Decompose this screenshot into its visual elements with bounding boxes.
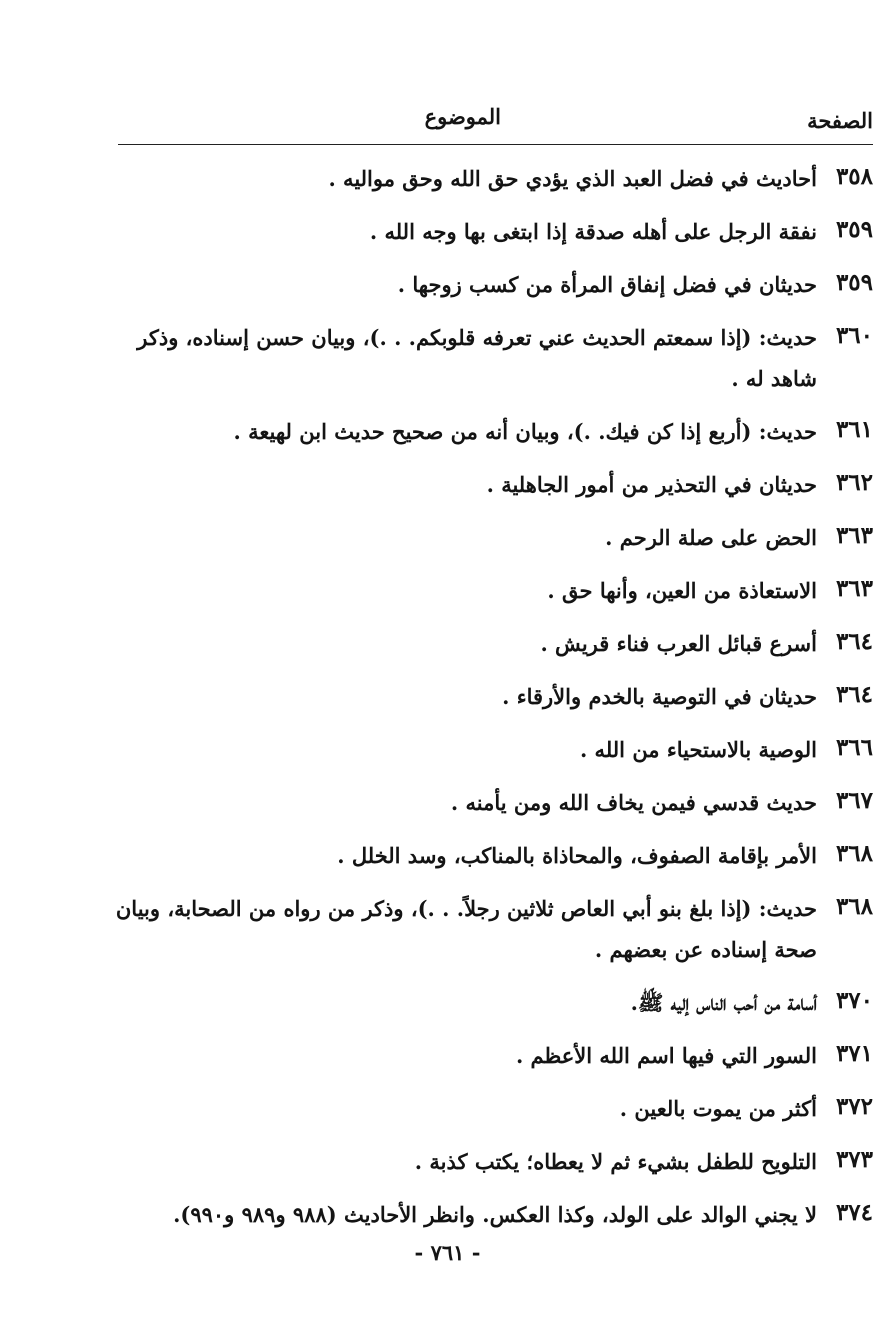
entry-topic: أسامة من أحب الناس إليه ﷺ. <box>630 990 817 1015</box>
entry-page-number: ٣٧١ <box>835 1040 873 1067</box>
entry-page-number: ٣٦٦ <box>835 734 873 761</box>
index-entry <box>100 570 873 611</box>
entry-topic: حديث: (إذا بلغ بنو أبي العاص ثلاثين رجلاً. . .)، وذكر من رواه من الصحابة، وبيان صحة إسناده عن بعضهم . <box>115 896 817 962</box>
entry-page-number: ٣٧٣ <box>835 1146 873 1173</box>
entry-page-number: ٣٧٠ <box>835 987 873 1014</box>
index-entry <box>100 888 873 970</box>
entry-topic: الوصية بالاستحياء من الله . <box>579 737 817 762</box>
entry-topic: أحاديث في فضل العبد الذي يؤدي حق الله وحق مواليه . <box>328 166 817 191</box>
entry-topic: حديث: (أربع إذا كن فيك. .)، وبيان أنه من صحيح حديث ابن لهيعة . <box>233 419 817 444</box>
entry-topic: نفقة الرجل على أهله صدقة إذا ابتغى بها وجه الله . <box>369 219 817 244</box>
index-entry <box>100 158 873 199</box>
index-entry <box>100 1194 873 1235</box>
entry-page-number: ٣٦٠ <box>835 322 873 349</box>
index-entry <box>100 782 873 823</box>
index-entry <box>100 317 873 399</box>
entry-page-number: ٣٥٩ <box>835 269 873 296</box>
index-entry <box>100 1088 873 1129</box>
entry-page-number: ٣٦٣ <box>835 522 873 549</box>
entry-page-number: ٣٦٢ <box>835 469 873 496</box>
entry-topic: الأمر بإقامة الصفوف، والمحاذاة بالمناكب، وسد الخلل . <box>337 843 817 868</box>
index-entry <box>100 729 873 770</box>
entry-page-number: ٣٥٩ <box>835 216 873 243</box>
index-entry <box>100 1141 873 1182</box>
index-entry <box>100 982 873 1023</box>
entry-topic: أكثر من يموت بالعين . <box>619 1096 817 1121</box>
entry-page-number: ٣٦١ <box>835 416 873 443</box>
entry-topic: حديث: (إذا سمعتم الحديث عني تعرفه قلوبكم. . .)، وبيان حسن إسناده، وذكر شاهد له . <box>137 325 817 391</box>
entry-page-number: ٣٦٧ <box>835 787 873 814</box>
topic-column-heading: الموضوع <box>424 104 501 129</box>
index-entry <box>100 623 873 664</box>
entry-topic: حديثان في التحذير من أمور الجاهلية . <box>486 472 817 497</box>
entry-topic: التلويح للطفل بشيء ثم لا يعطاه؛ يكتب كذبة . <box>414 1149 817 1174</box>
index-entry <box>100 264 873 305</box>
entry-topic: حديث قدسي فيمن يخاف الله ومن يأمنه . <box>450 790 817 815</box>
index-entry <box>100 835 873 876</box>
entry-topic: حديثان في التوصية بالخدم والأرقاء . <box>502 684 817 709</box>
entry-topic: حديثان في فضل إنفاق المرأة من كسب زوجها . <box>397 272 817 297</box>
entry-topic: السور التي فيها اسم الله الأعظم . <box>515 1043 817 1068</box>
entry-topic: الحض على صلة الرحم . <box>605 525 817 550</box>
entry-page-number: ٣٦٤ <box>835 628 873 655</box>
table-header <box>118 104 873 140</box>
index-entry <box>100 1035 873 1076</box>
entry-page-number: ٣٦٤ <box>835 681 873 708</box>
entry-page-number: ٣٦٨ <box>835 893 873 920</box>
index-entry <box>100 411 873 452</box>
entry-topic: أسرع قبائل العرب فناء قريش . <box>540 631 817 656</box>
entry-topic: الاستعاذة من العين، وأنها حق . <box>547 578 817 603</box>
entry-page-number: ٣٥٨ <box>835 163 873 190</box>
page-number: - ٧٦١ - <box>414 1240 481 1265</box>
header-rule <box>118 144 873 145</box>
index-entry <box>100 676 873 717</box>
entry-page-number: ٣٧٤ <box>835 1199 873 1226</box>
entry-topic: لا يجني الوالد على الولد، وكذا العكس. وانظر الأحاديث (٩٨٨ و٩٨٩ و٩٩٠). <box>173 1202 817 1227</box>
entry-list <box>100 158 873 1247</box>
entry-page-number: ٣٧٢ <box>835 1093 873 1120</box>
page-column-heading: الصفحة <box>807 108 873 133</box>
entry-page-number: ٣٦٨ <box>835 840 873 867</box>
index-entry <box>100 211 873 252</box>
entry-page-number: ٣٦٣ <box>835 575 873 602</box>
index-entry <box>100 517 873 558</box>
index-entry <box>100 464 873 505</box>
